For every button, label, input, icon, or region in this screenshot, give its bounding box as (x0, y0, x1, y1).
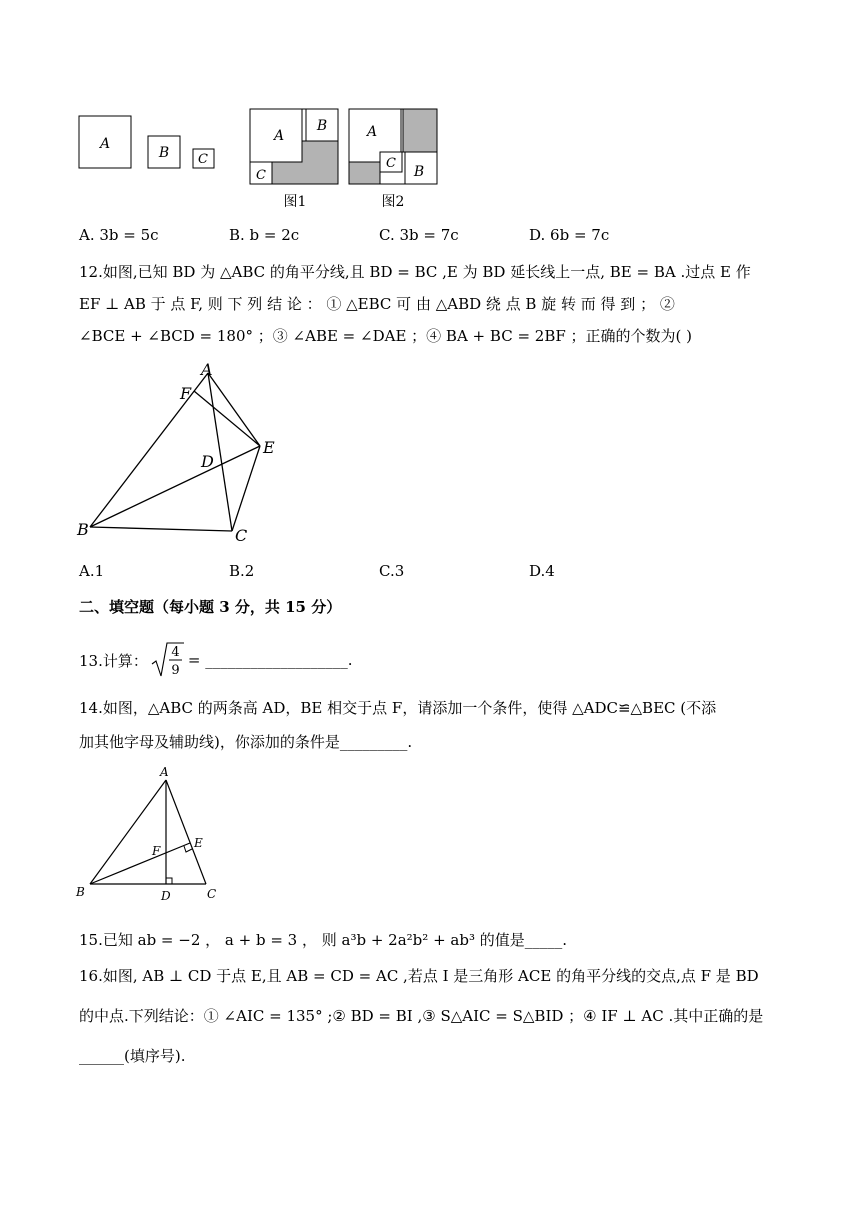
q12-label-c: C (235, 526, 248, 545)
q14-label-f: F (152, 844, 161, 858)
fig2-b-label: B (413, 164, 425, 180)
fig1-a-label: A (273, 128, 285, 144)
fig1 (250, 109, 338, 210)
q11-option-c: C. 3b = 7c (379, 226, 459, 244)
q11-figures (70, 100, 450, 215)
q12-label-b: B (77, 520, 89, 539)
q13-sqrt-fraction (150, 640, 186, 680)
fig1-c-label: C (256, 168, 266, 183)
q12-line1: 12.如图,已知 BD 为 △ABC 的角平分线,且 BD = BC ,E 为 BD 延长线上一点, BE = BA .过点 E 作 (79, 263, 751, 281)
q14-label-c: C (207, 887, 217, 901)
q14-label-d: D (161, 889, 171, 903)
q15-line1: 15.已知 ab = −2 ， a + b = 3 ， 则 a³b + 2a²b² + ab³ 的值是_____. (79, 931, 567, 949)
fig2-shade-bottom (349, 162, 380, 184)
q13 (79, 640, 352, 680)
q12-option-b: B.2 (229, 562, 255, 580)
q12-line2: EF ⊥ AB 于 点 F, 则 下 列 结 论 ： ① △EBC 可 由 △ABD 绕 点 B 旋 转 而 得 到 ； ② (79, 295, 675, 313)
q12-label-e: E (263, 438, 275, 457)
q12-option-a: A.1 (79, 562, 105, 580)
q16-line2: 的中点.下列结论：① ∠AIC = 135° ;② BD = BI ,③ S△AIC = S△BID ；④ IF ⊥ AC .其中正确的是 (79, 1007, 764, 1025)
q14-label-b: B (76, 885, 85, 899)
q12-figure (70, 355, 290, 550)
box-b-label: B (158, 145, 170, 161)
q12-option-d: D.4 (529, 562, 555, 580)
section-heading: 二、填空题（每小题 3 分，共 15 分） (79, 598, 342, 616)
q12-option-c: C.3 (379, 562, 405, 580)
q13-numerator: 4 (171, 645, 180, 660)
q12-line3: ∠BCE + ∠BCD = 180° ；③ ∠ABE = ∠DAE ；④ BA + BC = 2BF ；正确的个数为( ) (79, 327, 692, 345)
fig2-a-label: A (366, 124, 378, 140)
q14-line2: 加其他字母及辅助线)，你添加的条件是_________. (79, 733, 413, 751)
q16-line1: 16.如图, AB ⊥ CD 于点 E,且 AB = CD = AC ,若点 I 是三角形 ACE 的角平分线的交点,点 F 是 BD (79, 967, 759, 985)
q11-option-b: B. b = 2c (229, 226, 300, 244)
fig1-caption: 图1 (283, 194, 307, 210)
q13-suffix: = ___________________. (187, 651, 353, 669)
q14-figure (70, 762, 230, 907)
q14-label-a: A (160, 765, 169, 779)
fig2 (349, 109, 437, 210)
q13-prefix: 13.计算： (79, 651, 148, 670)
q13-denominator: 9 (171, 663, 180, 678)
fig2-c-label: C (386, 156, 396, 171)
q12-label-d: D (201, 452, 214, 471)
q14-label-e: E (194, 836, 203, 850)
q16-line3: ______(填序号). (79, 1047, 186, 1065)
q14-line1: 14.如图，△ABC 的两条高 AD，BE 相交于点 F，请添加一个条件，使得 △ADC≌△BEC (不添 (79, 699, 717, 717)
fig2-caption: 图2 (381, 194, 405, 210)
fig1-b-label: B (316, 118, 328, 134)
q12-label-a: A (201, 360, 213, 379)
q11-option-a: A. 3b = 5c (79, 226, 159, 244)
fig2-shade-right (403, 109, 437, 152)
box-c-label: C (198, 152, 208, 167)
q12-label-f: F (180, 384, 192, 403)
q11-option-d: D. 6b = 7c (529, 226, 610, 244)
box-a-label: A (99, 136, 111, 152)
